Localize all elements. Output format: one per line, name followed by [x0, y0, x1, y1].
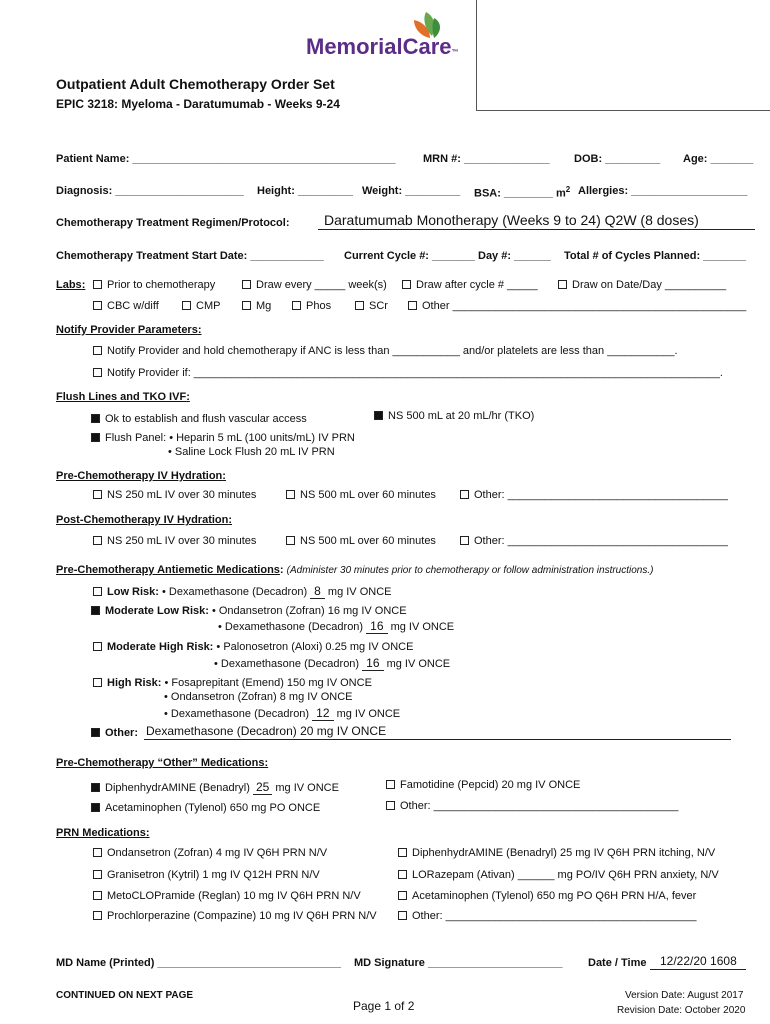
- prn-prochlorperazine-option[interactable]: Prochlorperazine (Compazine) 10 mg IV Q6H PRN N/V: [93, 910, 377, 922]
- trademark: ™: [451, 49, 459, 56]
- md-signature-field[interactable]: MD Signature ______________________: [354, 957, 563, 969]
- md-name-field[interactable]: MD Name (Printed) ______________________________: [56, 957, 341, 969]
- checkbox-icon: [93, 870, 102, 879]
- pre-hydration-heading: Pre-Chemotherapy IV Hydration:: [56, 470, 226, 482]
- lab-date-option[interactable]: Draw on Date/Day __________: [558, 279, 726, 291]
- page-number: Page 1 of 2: [353, 999, 415, 1013]
- prn-acetaminophen-option[interactable]: Acetaminophen (Tylenol) 650 mg PO Q6H PRN H/A, fever: [398, 890, 696, 902]
- dob-field[interactable]: DOB: _________: [574, 153, 661, 165]
- modhigh-dexa-text: • Dexamethasone (Decadron) 16 mg IV ONCE: [214, 656, 451, 670]
- revision-date: Revision Date: October 2020: [617, 1005, 746, 1016]
- checkbox-icon: [460, 490, 469, 499]
- checkbox-icon: [398, 891, 407, 900]
- checked-checkbox-icon: [91, 728, 100, 737]
- checkbox-icon: [242, 280, 251, 289]
- saline-flush-text: • Saline Lock Flush 20 mL IV PRN: [168, 446, 335, 458]
- checkbox-icon: [558, 280, 567, 289]
- date-time-field[interactable]: [650, 954, 746, 970]
- checkbox-icon: [460, 536, 469, 545]
- regimen-label: Chemotherapy Treatment Regimen/Protocol:: [56, 217, 290, 229]
- antiemetic-other-field[interactable]: [144, 724, 731, 740]
- day-field[interactable]: Day #: ______: [478, 250, 551, 262]
- checkbox-icon: [93, 346, 102, 355]
- notify-if-option[interactable]: Notify Provider if: ______________________________________________________________________________________.: [93, 367, 723, 379]
- current-cycle-field[interactable]: Current Cycle #: _______: [344, 250, 475, 262]
- diagnosis-field[interactable]: Diagnosis: _____________________: [56, 185, 244, 197]
- lab-after-cycle-option[interactable]: Draw after cycle # _____: [402, 279, 538, 291]
- checkbox-icon: [182, 301, 191, 310]
- pre-other-other-option[interactable]: Other: ________________________________________: [386, 800, 678, 812]
- brand-name: MemorialCare: [306, 34, 452, 59]
- patient-label-area: [476, 0, 770, 111]
- prn-granisetron-option[interactable]: Granisetron (Kytril) 1 mg IV Q12H PRN N/V: [93, 869, 320, 881]
- checked-checkbox-icon: [91, 433, 100, 442]
- start-date-field[interactable]: Chemotherapy Treatment Start Date: ____________: [56, 250, 324, 262]
- patient-name-field[interactable]: Patient Name: ___________________________________________: [56, 153, 396, 165]
- checkbox-icon: [398, 870, 407, 879]
- lab-cbc-option[interactable]: CBC w/diff: [93, 300, 159, 312]
- labs-heading: Labs:: [56, 279, 86, 291]
- height-field[interactable]: Height: _________: [257, 185, 353, 197]
- checkbox-icon: [93, 368, 102, 377]
- lab-cmp-option[interactable]: CMP: [182, 300, 220, 312]
- high-risk-option[interactable]: High Risk: • Fosaprepitant (Emend) 150 mg IV ONCE: [93, 677, 372, 689]
- memorialcare-logo: [306, 8, 466, 60]
- bsa-field[interactable]: [474, 185, 570, 200]
- checkbox-icon: [398, 848, 407, 857]
- checkbox-icon: [93, 678, 102, 687]
- checkbox-icon: [93, 848, 102, 857]
- checkbox-icon: [286, 536, 295, 545]
- date-time-label: Date / Time: [588, 957, 647, 969]
- page-subtitle: EPIC 3218: Myeloma - Daratumumab - Weeks 9-24: [56, 97, 340, 111]
- lab-scr-option[interactable]: SCr: [355, 300, 388, 312]
- post-hydration-heading: Post-Chemotherapy IV Hydration:: [56, 514, 233, 526]
- checkbox-icon: [398, 911, 407, 920]
- moderate-low-risk-option[interactable]: Moderate Low Risk: • Ondansetron (Zofran) 16 mg IV ONCE: [91, 605, 407, 617]
- checkbox-icon: [386, 801, 395, 810]
- checkbox-icon: [93, 891, 102, 900]
- checked-checkbox-icon: [374, 411, 383, 420]
- post-other-option[interactable]: Other: ____________________________________: [460, 535, 728, 547]
- prn-ondansetron-option[interactable]: Ondansetron (Zofran) 4 mg IV Q6H PRN N/V: [93, 847, 327, 859]
- total-cycles-field[interactable]: Total # of Cycles Planned: _______: [564, 250, 746, 262]
- date-time-value: 12/22/20 1608: [660, 954, 737, 968]
- prn-diphenhydramine-option[interactable]: DiphenhydrAMINE (Benadryl) 25 mg IV Q6H PRN itching, N/V: [398, 847, 715, 859]
- bsa-superscript: 2: [565, 185, 571, 194]
- pre-other-heading: Pre-Chemotherapy “Other” Medications:: [56, 757, 269, 769]
- allergies-field[interactable]: Allergies: ___________________: [578, 185, 748, 197]
- age-field[interactable]: Age: _______: [683, 153, 754, 165]
- checkbox-icon: [93, 911, 102, 920]
- antiemetic-other-option[interactable]: Other:: [91, 727, 138, 739]
- checkbox-icon: [93, 490, 102, 499]
- antiemetic-other-value: Dexamethasone (Decadron) 20 mg IV ONCE: [146, 724, 387, 738]
- bsa-label: BSA: ________ m: [474, 187, 566, 200]
- modlow-dexa-text: • Dexamethasone (Decadron) 16 mg IV ONCE: [218, 619, 455, 633]
- lab-mg-option[interactable]: Mg: [242, 300, 271, 312]
- checkbox-icon: [386, 780, 395, 789]
- flush-ns-option[interactable]: NS 500 mL at 20 mL/hr (TKO): [374, 410, 534, 422]
- checked-checkbox-icon: [91, 803, 100, 812]
- lab-prior-option[interactable]: Prior to chemotherapy: [93, 279, 215, 291]
- regimen-field[interactable]: [318, 212, 755, 230]
- prn-lorazepam-option[interactable]: LORazepam (Ativan) ______ mg PO/IV Q6H PRN anxiety, N/V: [398, 869, 719, 881]
- pre-other-option[interactable]: Other: ____________________________________: [460, 489, 728, 501]
- pre-ns500-option[interactable]: NS 500 mL over 60 minutes: [286, 489, 436, 501]
- checkbox-icon: [242, 301, 251, 310]
- notify-anc-option[interactable]: Notify Provider and hold chemotherapy if ANC is less than ___________ and/or platelets are less than ___________.: [93, 345, 678, 357]
- flush-heading: Flush Lines and TKO IVF:: [56, 391, 190, 403]
- checked-checkbox-icon: [91, 414, 100, 423]
- checkbox-icon: [93, 536, 102, 545]
- checkbox-icon: [93, 280, 102, 289]
- notify-heading: Notify Provider Parameters:: [56, 324, 202, 336]
- flush-ok-option[interactable]: Ok to establish and flush vascular access: [91, 413, 307, 425]
- version-date: Version Date: August 2017: [625, 990, 744, 1001]
- checkbox-icon: [408, 301, 417, 310]
- checked-checkbox-icon: [91, 606, 100, 615]
- checkbox-icon: [355, 301, 364, 310]
- checkbox-icon: [93, 642, 102, 651]
- flush-panel-option[interactable]: Flush Panel: • Heparin 5 mL (100 units/mL) IV PRN: [91, 432, 355, 444]
- prn-other-option[interactable]: Other: _________________________________________: [398, 910, 696, 922]
- checkbox-icon: [402, 280, 411, 289]
- acetaminophen-option[interactable]: Acetaminophen (Tylenol) 650 mg PO ONCE: [91, 802, 320, 814]
- antiemetic-heading: Pre-Chemotherapy Antiemetic Medications: (Administer 30 minutes prior to chemotherapy or follow administration instructions.): [56, 564, 654, 576]
- high-dexa-text: • Dexamethasone (Decadron) 12 mg IV ONCE: [164, 706, 401, 720]
- high-ondansetron-text: • Ondansetron (Zofran) 8 mg IV ONCE: [164, 691, 353, 703]
- checked-checkbox-icon: [91, 783, 100, 792]
- continued-note: CONTINUED ON NEXT PAGE: [56, 990, 194, 1001]
- checkbox-icon: [93, 587, 102, 596]
- post-ns500-option[interactable]: NS 500 mL over 60 minutes: [286, 535, 436, 547]
- regimen-value: Daratumumab Monotherapy (Weeks 9 to 24) Q2W (8 doses): [324, 212, 699, 228]
- pre-ns250-option[interactable]: NS 250 mL IV over 30 minutes: [93, 489, 256, 501]
- post-ns250-option[interactable]: NS 250 mL IV over 30 minutes: [93, 535, 256, 547]
- weight-field[interactable]: Weight: _________: [362, 185, 461, 197]
- antiemetic-note: (Administer 30 minutes prior to chemotherapy or follow administration instructions.): [286, 565, 654, 576]
- prn-metoclopramide-option[interactable]: MetoCLOPramide (Reglan) 10 mg IV Q6H PRN N/V: [93, 890, 361, 902]
- checkbox-icon: [292, 301, 301, 310]
- page-title: Outpatient Adult Chemotherapy Order Set: [56, 76, 335, 92]
- famotidine-option[interactable]: Famotidine (Pepcid) 20 mg IV ONCE: [386, 779, 580, 791]
- prn-heading: PRN Medications:: [56, 827, 150, 839]
- checkbox-icon: [93, 301, 102, 310]
- diphenhydramine-option[interactable]: DiphenhydrAMINE (Benadryl) 25 mg IV ONCE: [91, 780, 339, 795]
- lab-phos-option[interactable]: Phos: [292, 300, 331, 312]
- mrn-field[interactable]: MRN #: ______________: [423, 153, 550, 165]
- moderate-high-risk-option[interactable]: Moderate High Risk: • Palonosetron (Aloxi) 0.25 mg IV ONCE: [93, 641, 413, 653]
- checkbox-icon: [286, 490, 295, 499]
- lab-draw-every-option[interactable]: Draw every _____ week(s): [242, 279, 387, 291]
- low-risk-option[interactable]: Low Risk: • Dexamethasone (Decadron) 8 mg IV ONCE: [93, 584, 391, 599]
- lab-other-option[interactable]: Other ________________________________________________: [408, 300, 746, 312]
